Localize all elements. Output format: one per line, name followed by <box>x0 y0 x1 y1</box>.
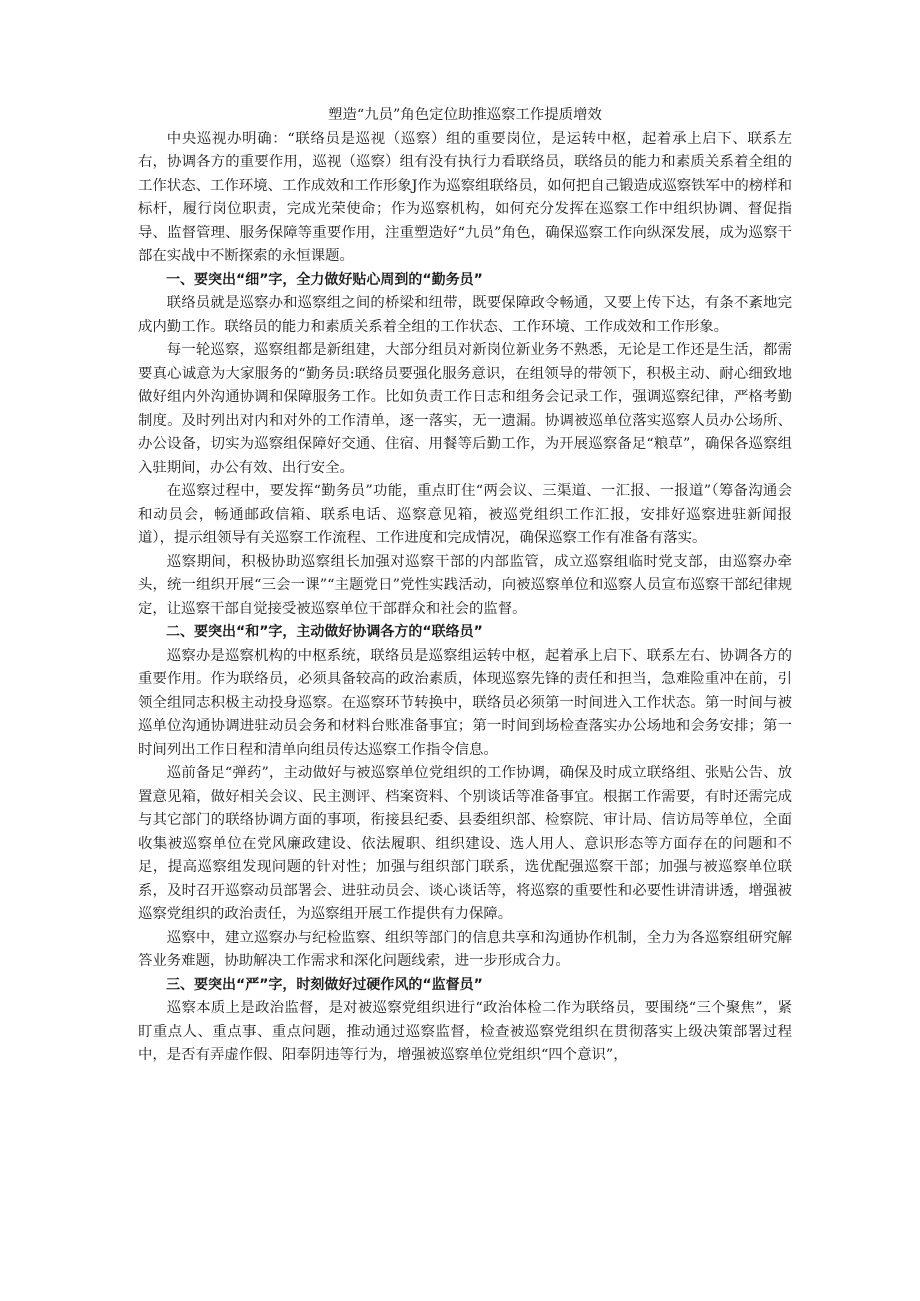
document-title: 塑造“九员”角色定位助推巡察工作提质增效 <box>328 107 602 123</box>
section-2-paragraph-1: 巡察办是巡察机构的中枢系统，联络员是巡察组运转中枢，起着承上启下、联系左右、协调各方的重要作用。作为联络员，必须具备较高的政治素质，体现巡察先锋的责任和担当，急难险重冲在前，引领全组同志积极主动投身巡察。在巡察环节转换中，联络员必须第一时间进入工作状态。第一时间与被巡单位沟通协调进驻动员会务和材料台账准备事宜；第一时间到场检查落实办公场地和会务安排；第一时间列出工作日程和清单向组员传达巡察工作指令信息。 <box>138 647 792 758</box>
section-2-paragraph-2: 巡前备足“弹药”，主动做好与被巡察单位党组织的工作协调，确保及时成立联络组、张贴公告、放置意见箱，做好相关会议、民主测评、档案资料、个别谈话等准备事宜。根据工作需要，有时还需完成与其它部门的联络协调方面的事项，衔接县纪委、县委组织部、检察院、审计局、信访局等单位，全面收集被巡察单位在党风廉政建设、依法履职、组织建设、选人用人、意识形态等方面存在的问题和不足，提高巡察组发现问题的针对性；加强与组织部门联系，选优配强巡察干部；加强与被巡察单位联系，及时召开巡察动员部署会、进驻动员会、谈心谈话等，将巡察的重要性和必要性讲清讲透，增强被巡察党组织的政治责任，为巡察组开展工作提供有力保障。 <box>138 765 792 922</box>
section-1-paragraph-4: 巡察期间，积极协助巡察组长加强对巡察干部的内部监管，成立巡察组临时党支部，由巡察办牵头，统一组织开展“三会一课”“主题党日”党性实践活动，向被巡察单位和巡察人员宣布巡察干部纪律规定，让巡察干部自觉接受被巡察单位干部群众和社会的监督。 <box>138 553 792 617</box>
intro-paragraph: 中央巡视办明确：“联络员是巡视（巡察）组的重要岗位，是运转中枢，起着承上启下、联系左右，协调各方的重要作用，巡视（巡察）组有没有执行力看联络员，联络员的能力和素质关系着全组的工作状态、工作环境、工作成效和工作形象J作为巡察组联络员，如何把自己锻造成巡察铁军中的榜样和标杆，履行岗位职责，完成光荣使命；作为巡察机构，如何充分发挥在巡察工作中组织协调、督促指导、监督管理、服务保障等重要作用，注重塑造好“九员”角色，确保巡察工作向纵深发展，成为巡察干部在实战中不断探索的永恒课题。 <box>138 130 792 264</box>
section-2-paragraph-3: 巡察中，建立巡察办与纪检监察、组织等部门的信息共享和沟通协作机制，全力为各巡察组研究解答业务难题，协助解决工作需求和深化问题线索，进一步形成合力。 <box>138 929 792 969</box>
document-body <box>138 104 792 1068</box>
section-1-paragraph-3: 在巡察过程中，要发挥“勤务员”功能，重点盯住“两会议、三渠道、一汇报、一报道”（筹备沟通会和动员会，畅通邮政信箱、联系电话、巡察意见箱，被巡党组织工作汇报，安排好巡察进驻新闻报道），提示组领导有关巡察工作流程、工作进度和完成情况，确保巡察工作有准备有落实。 <box>138 483 792 546</box>
section-1-heading: 一、要突出“细”字，全力做好贴心周到的“勤务员” <box>166 271 483 288</box>
section-1-paragraph-2: 每一轮巡察，巡察组都是新组建，大部分组员对新岗位新业务不熟悉，无论是工作还是生活，都需要真心诚意为大家服务的“勤务员:联络员要强化服务意识，在组领导的带领下，积极主动、耐心细致地做好组内外沟通协调和保障服务工作。比如负责工作日志和组务会记录工作，强调巡察纪律，严格考勤制度。及时列出对内和对外的工作清单，逐一落实，无一遗漏。协调被巡单位落实巡察人员办公场所、办公设备，切实为巡察组保障好交通、住宿、用餐等后勤工作，为开展巡察备足“粮草”，确保各巡察组入驻期间，办公有效、出行安全。 <box>138 342 792 476</box>
section-1-paragraph-1: 联络员就是巡察办和巡察组之间的桥梁和纽带，既要保障政令畅通，又要上传下达，有条不紊地完成内勤工作。联络员的能力和素质关系着全组的工作状态、工作环境、工作成效和工作形象。 <box>138 295 792 335</box>
section-3-paragraph-1: 巡察本质上是政治监督，是对被巡察党组织进行“政治体检二作为联络员，要围绕“三个聚焦”，紧盯重点人、重点事、重点问题，推动通过巡察监督，检查被巡察党组织在贯彻落实上级决策部署过程中，是否有弄虚作假、阳奉阴违等行为，增强被巡察单位党组织“四个意识”， <box>138 1000 792 1063</box>
section-3-heading: 三、要突出“严”字，时刻做好过硬作风的“监督员” <box>166 976 483 993</box>
section-2-heading: 二、要突出“和”字，主动做好协调各方的“联络员” <box>166 624 483 640</box>
